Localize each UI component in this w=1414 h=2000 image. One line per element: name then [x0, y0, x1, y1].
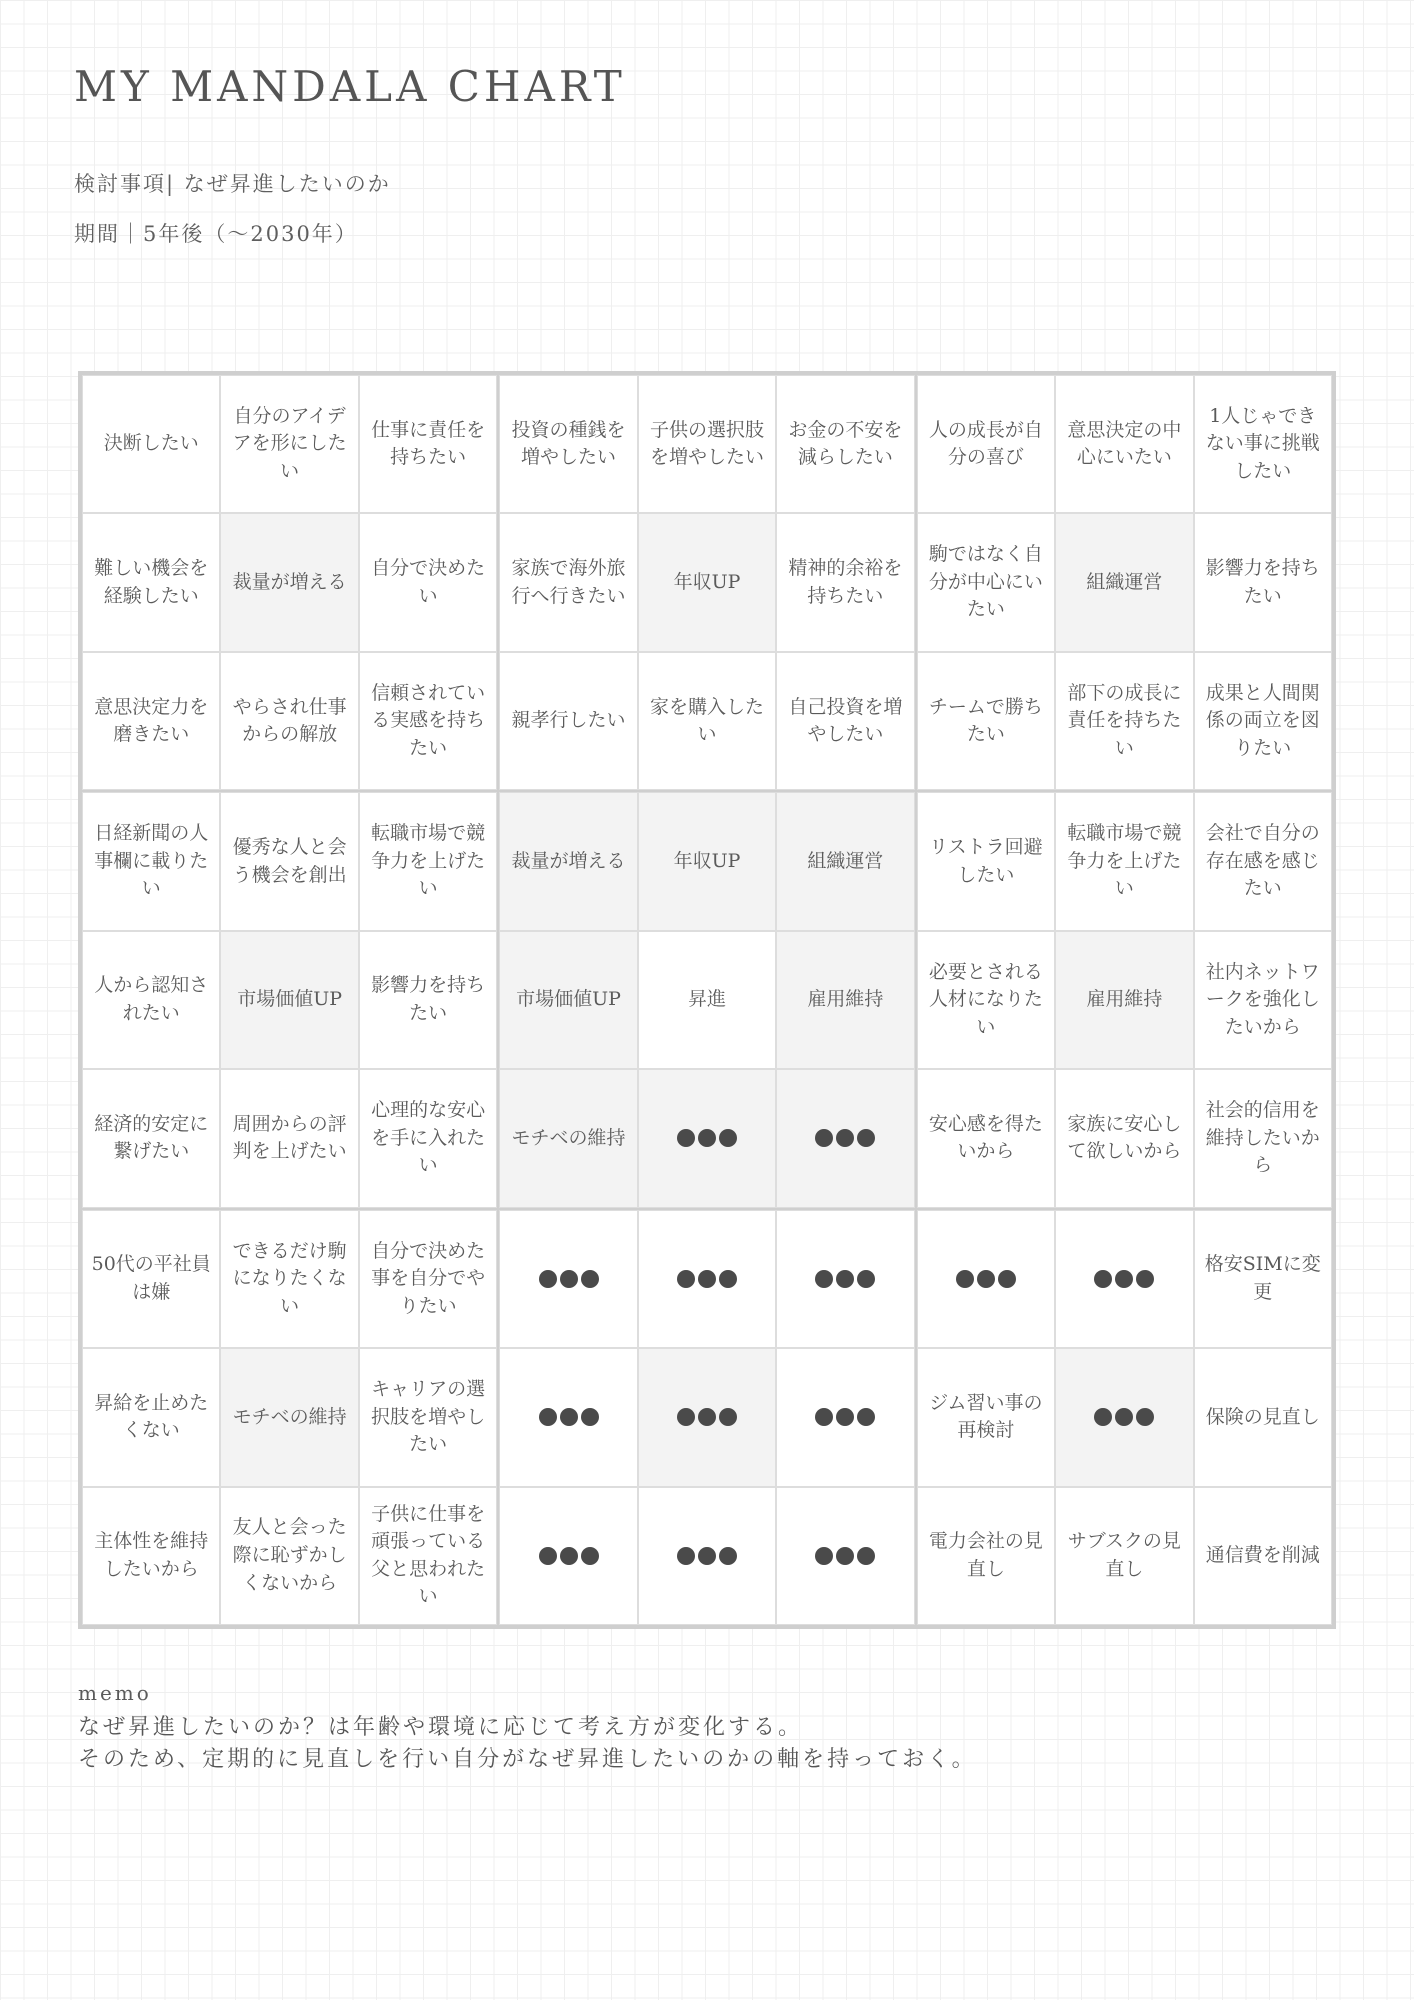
placeholder-dots-icon — [677, 1547, 737, 1565]
cell-text: 雇用維持 — [1086, 988, 1163, 1011]
mandala-cell — [1194, 1069, 1332, 1207]
cell-text: お金の不安を減らしたい — [788, 418, 903, 469]
mandala-cell — [499, 652, 637, 790]
cell-text: 信頼されている実感を持ちたい — [371, 681, 486, 759]
cell-text: 自分で決めた事を自分でやりたい — [371, 1239, 486, 1317]
mandala-cell — [220, 375, 358, 513]
mandala-cell — [1055, 652, 1193, 790]
mandala-cell — [82, 792, 220, 930]
period-line: 期間｜5年後（〜2030年） — [74, 222, 358, 246]
cell-text: 自分で決めたい — [371, 557, 486, 607]
mandala-cell — [499, 792, 637, 930]
cell-text: 経済的安定に繋げたい — [94, 1112, 209, 1163]
mandala-cell — [776, 1487, 914, 1625]
cell-text: 家族に安心して欲しいから — [1067, 1112, 1182, 1163]
cell-text: 意思決定の中心にいたい — [1067, 418, 1182, 469]
mandala-cell — [499, 1487, 637, 1625]
cell-text: 必要とされる人材になりたい — [928, 960, 1043, 1038]
mandala-block — [81, 374, 498, 791]
cell-text: 通信費を削減 — [1205, 1544, 1320, 1566]
mandala-cell — [917, 1210, 1055, 1348]
mandala-cell — [776, 1069, 914, 1207]
mandala-cell — [638, 792, 776, 930]
block-theme-cell — [638, 1348, 776, 1486]
cell-text: 部下の成長に責任を持ちたい — [1067, 681, 1182, 759]
placeholder-dots-icon — [539, 1547, 599, 1565]
mandala-block — [498, 791, 915, 1208]
mandala-cell — [917, 792, 1055, 930]
cell-text: 安心感を得たいから — [928, 1112, 1043, 1163]
block-theme-cell — [1055, 1348, 1193, 1486]
cell-text: 50代の平社員は嫌 — [91, 1253, 211, 1303]
mandala-cell — [1194, 1210, 1332, 1348]
cell-text: チームで勝ちたい — [928, 695, 1043, 746]
cell-text: 駒ではなく自分が中心にいたい — [928, 543, 1043, 621]
memo-line-2: そのため、定期的に見直しを行い自分がなぜ昇進したいのかの軸を持っておく。 — [78, 1747, 977, 1772]
cell-text: 社内ネットワークを強化したいから — [1205, 960, 1320, 1038]
mandala-cell — [499, 1348, 637, 1486]
mandala-cell — [359, 513, 497, 651]
mandala-cell — [359, 375, 497, 513]
mandala-grid — [78, 371, 1336, 1629]
block-theme-cell — [220, 1348, 358, 1486]
mandala-block — [498, 1209, 915, 1626]
mandala-cell — [499, 1210, 637, 1348]
cell-text: 市場価値UP — [516, 988, 621, 1011]
cell-text: できるだけ駒になりたくない — [232, 1239, 347, 1317]
mandala-cell — [220, 792, 358, 930]
mandala-cell — [638, 1210, 776, 1348]
placeholder-dots-icon — [539, 1408, 599, 1426]
cell-text: 転職市場で競争力を上げたい — [1067, 822, 1182, 900]
mandala-cell — [499, 513, 637, 651]
placeholder-dots-icon — [815, 1270, 875, 1288]
mandala-cell — [220, 1069, 358, 1207]
placeholder-dots-icon — [815, 1408, 875, 1426]
mandala-cell — [638, 375, 776, 513]
mandala-cell — [82, 513, 220, 651]
mandala-cell — [499, 1069, 637, 1207]
mandala-cell — [776, 513, 914, 651]
cell-text: 電力会社の見直し — [928, 1530, 1043, 1580]
mandala-cell — [220, 652, 358, 790]
cell-text: 格安SIMに変更 — [1204, 1253, 1321, 1303]
cell-text: 仕事に責任を持ちたい — [371, 418, 486, 469]
cell-text: キャリアの選択肢を増やしたい — [371, 1378, 486, 1456]
cell-text: 精神的余裕を持ちたい — [788, 557, 903, 607]
mandala-cell — [359, 792, 497, 930]
mandala-cell — [776, 792, 914, 930]
cell-text: サブスクの見直し — [1067, 1530, 1181, 1580]
block-theme-cell — [1055, 931, 1193, 1069]
cell-text: 子供の選択肢を増やしたい — [649, 418, 764, 469]
mandala-cell — [638, 652, 776, 790]
mandala-cell — [1194, 375, 1332, 513]
topic-line: 検討事項| なぜ昇進したいのか — [74, 172, 391, 196]
mandala-block — [916, 374, 1333, 791]
cell-text: 雇用維持 — [807, 988, 884, 1011]
mandala-cell — [82, 931, 220, 1069]
cell-text: 自分のアイデアを形にしたい — [232, 404, 347, 482]
cell-text: 裁量が増える — [511, 849, 626, 872]
block-theme-cell — [220, 931, 358, 1069]
cell-text: 1人じゃできない事に挑戦したい — [1205, 404, 1320, 482]
cell-text: 周囲からの評判を上げたい — [232, 1112, 347, 1163]
mandala-cell — [917, 375, 1055, 513]
mandala-cell — [1194, 1487, 1332, 1625]
mandala-cell — [1055, 792, 1193, 930]
memo-label: memo — [78, 1681, 152, 1705]
cell-text: 日経新聞の人事欄に載りたい — [94, 822, 209, 900]
block-theme-cell — [1055, 513, 1193, 651]
cell-text: モチベの維持 — [511, 1126, 626, 1149]
cell-text: 裁量が増える — [232, 570, 347, 593]
cell-text: 影響力を持ちたい — [371, 974, 486, 1024]
mandala-cell — [638, 1069, 776, 1207]
mandala-cell — [359, 1348, 497, 1486]
cell-text: 主体性を維持したいから — [94, 1530, 209, 1580]
mandala-cell — [82, 1348, 220, 1486]
cell-text: 組織運営 — [807, 849, 884, 872]
placeholder-dots-icon — [956, 1270, 1016, 1288]
mandala-cell — [82, 1487, 220, 1625]
mandala-cell — [220, 1210, 358, 1348]
cell-text: 決断したい — [103, 432, 199, 455]
placeholder-dots-icon — [677, 1129, 737, 1147]
cell-text: やらされ仕事からの解放 — [232, 695, 347, 746]
mandala-cell — [359, 652, 497, 790]
placeholder-dots-icon — [677, 1270, 737, 1288]
mandala-cell — [917, 931, 1055, 1069]
cell-text: 家を購入したい — [649, 695, 764, 746]
mandala-cell — [917, 1069, 1055, 1207]
placeholder-dots-icon — [815, 1547, 875, 1565]
mandala-cell — [1055, 375, 1193, 513]
mandala-block — [916, 1209, 1333, 1626]
memo-line-1: なぜ昇進したいのか？は年齢や環境に応じて考え方が変化する。 — [78, 1715, 804, 1740]
core-theme-cell — [638, 931, 776, 1069]
block-theme-cell — [638, 513, 776, 651]
mandala-block — [81, 791, 498, 1208]
cell-text: 昇進 — [687, 988, 726, 1011]
mandala-cell — [1194, 1348, 1332, 1486]
mandala-cell — [1194, 792, 1332, 930]
mandala-cell — [776, 652, 914, 790]
cell-text: 社会的信用を維持したいから — [1205, 1099, 1320, 1177]
cell-text: 人から認知されたい — [94, 974, 209, 1024]
mandala-cell — [917, 1487, 1055, 1625]
mandala-cell — [917, 652, 1055, 790]
mandala-block — [498, 374, 915, 791]
cell-text: モチベの維持 — [232, 1405, 347, 1428]
cell-text: リストラ回避したい — [929, 836, 1043, 886]
cell-text: 年収UP — [673, 570, 741, 593]
mandala-cell — [776, 375, 914, 513]
mandala-cell — [82, 375, 220, 513]
mandala-block — [916, 791, 1333, 1208]
placeholder-dots-icon — [1094, 1408, 1154, 1426]
page-title: MY MANDALA CHART — [74, 62, 626, 111]
mandala-cell — [917, 513, 1055, 651]
mandala-cell — [359, 1069, 497, 1207]
mandala-cell — [638, 1487, 776, 1625]
mandala-cell — [359, 931, 497, 1069]
cell-text: 昇給を止めたくない — [94, 1391, 209, 1442]
placeholder-dots-icon — [1094, 1270, 1154, 1288]
cell-text: 家族で海外旅行へ行きたい — [511, 557, 626, 607]
cell-text: 市場価値UP — [237, 988, 343, 1011]
cell-text: 人の成長が自分の喜び — [928, 418, 1043, 469]
cell-text: 優秀な人と会う機会を創出 — [232, 836, 347, 886]
cell-text: 保険の見直し — [1205, 1405, 1320, 1428]
mandala-cell — [1194, 513, 1332, 651]
cell-text: 転職市場で競争力を上げたい — [371, 822, 486, 900]
mandala-cell — [917, 1348, 1055, 1486]
mandala-cell — [359, 1210, 497, 1348]
cell-text: 子供に仕事を頑張っている父と思われたい — [371, 1502, 486, 1608]
cell-text: 会社で自分の存在感を感じたい — [1205, 822, 1320, 900]
cell-text: 意思決定力を磨きたい — [94, 695, 209, 746]
cell-text: 年収UP — [673, 849, 741, 872]
mandala-cell — [1055, 1487, 1193, 1625]
mandala-cell — [1055, 1210, 1193, 1348]
cell-text: 難しい機会を経験したい — [94, 557, 209, 607]
mandala-cell — [499, 375, 637, 513]
cell-text: 投資の種銭を増やしたい — [511, 418, 626, 469]
mandala-cell — [82, 652, 220, 790]
block-theme-cell — [220, 513, 358, 651]
mandala-cell — [776, 1210, 914, 1348]
placeholder-dots-icon — [677, 1408, 737, 1426]
cell-text: 組織運営 — [1086, 570, 1163, 593]
mandala-cell — [82, 1210, 220, 1348]
mandala-block — [81, 1209, 498, 1626]
cell-text: 自己投資を増やしたい — [788, 695, 903, 746]
cell-text: ジム習い事の再検討 — [929, 1391, 1043, 1442]
mandala-cell — [1055, 1069, 1193, 1207]
cell-text: 成果と人間関係の両立を図りたい — [1205, 681, 1320, 759]
mandala-cell — [1194, 931, 1332, 1069]
mandala-cell — [776, 931, 914, 1069]
cell-text: 親孝行したい — [511, 709, 626, 732]
mandala-cell — [359, 1487, 497, 1625]
mandala-cell — [220, 1487, 358, 1625]
mandala-cell — [776, 1348, 914, 1486]
cell-text: 友人と会った際に恥ずかしくないから — [232, 1516, 347, 1594]
placeholder-dots-icon — [539, 1270, 599, 1288]
mandala-cell — [1194, 652, 1332, 790]
cell-text: 心理的な安心を手に入れたい — [371, 1099, 486, 1177]
cell-text: 影響力を持ちたい — [1205, 557, 1320, 607]
mandala-cell — [82, 1069, 220, 1207]
placeholder-dots-icon — [815, 1129, 875, 1147]
mandala-cell — [499, 931, 637, 1069]
